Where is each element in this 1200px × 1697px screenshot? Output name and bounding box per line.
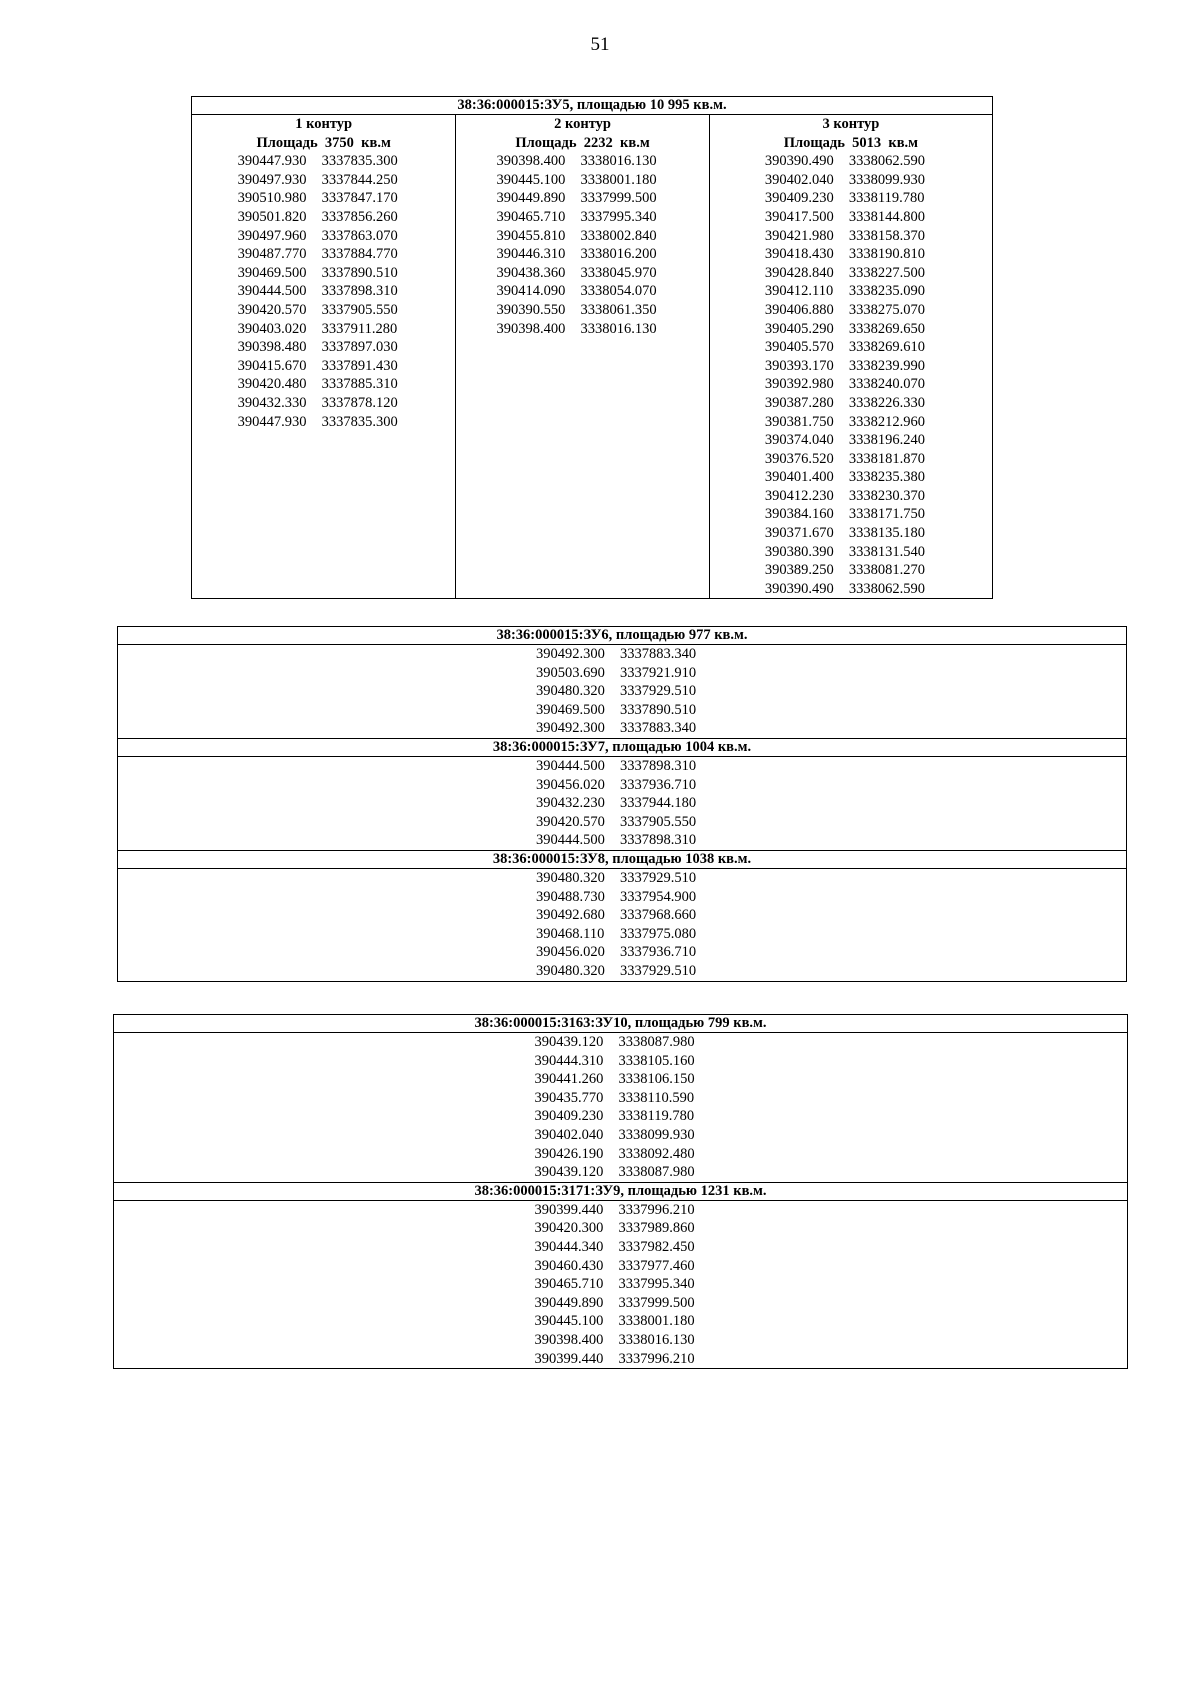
parcel-coordinates	[114, 1033, 1128, 1183]
coordinate-y: 3338087.980	[618, 1164, 695, 1181]
coordinate-row	[114, 1126, 1127, 1145]
coordinate-y: 3337996.210	[618, 1350, 695, 1367]
coordinate-x: 390503.690	[536, 664, 605, 681]
coordinate-row	[118, 719, 1126, 738]
coordinate-x: 390465.710	[496, 208, 566, 225]
coordinate-y: 3337911.280	[321, 320, 398, 337]
coordinate-x: 390390.550	[496, 301, 566, 318]
coordinate-x: 390418.430	[764, 246, 834, 263]
coordinate-row	[710, 264, 992, 283]
coordinate-row	[118, 888, 1126, 907]
coordinate-x: 390456.020	[536, 944, 605, 961]
coordinate-x: 390444.500	[536, 757, 605, 774]
coordinate-row	[192, 413, 455, 432]
coordinate-y: 3338105.160	[618, 1052, 695, 1069]
table-zu5	[191, 96, 993, 599]
coordinate-x: 390409.230	[534, 1108, 604, 1125]
coordinate-y: 3337999.500	[580, 190, 657, 207]
coordinate-row	[456, 245, 708, 264]
coordinate-x: 390468.110	[536, 925, 605, 942]
coordinate-x: 390399.440	[534, 1350, 604, 1367]
coordinate-row	[118, 645, 1126, 664]
coordinate-y: 3338227.500	[848, 264, 925, 281]
coordinate-row	[710, 468, 992, 487]
coordinate-y: 3337847.170	[321, 190, 398, 207]
coordinate-y: 3338016.130	[580, 153, 657, 170]
coordinate-row	[118, 943, 1126, 962]
coordinate-row	[118, 869, 1126, 888]
coordinate-row	[710, 282, 992, 301]
coordinate-y: 3338171.750	[848, 506, 925, 523]
coordinate-row	[192, 338, 455, 357]
coordinate-x: 390456.020	[536, 776, 605, 793]
coordinate-row	[114, 1257, 1127, 1276]
coordinate-x: 390444.500	[237, 283, 307, 300]
coordinate-x: 390421.980	[764, 227, 834, 244]
coordinate-y: 3337995.340	[580, 208, 657, 225]
coordinate-y: 3337884.770	[321, 246, 398, 263]
coordinate-x: 390401.400	[764, 469, 834, 486]
coordinate-row	[710, 357, 992, 376]
coordinate-row	[710, 394, 992, 413]
coordinate-x: 390487.770	[237, 246, 307, 263]
coordinate-x: 390415.670	[237, 357, 307, 374]
parcel-title: 38:36:000015:ЗУ8, площадью 1038 кв.м.	[118, 850, 1127, 868]
coordinate-x: 390444.340	[534, 1238, 604, 1255]
coordinate-x: 390412.110	[764, 283, 834, 300]
coordinate-row	[710, 580, 992, 599]
coordinate-row	[710, 189, 992, 208]
coordinate-x: 390398.400	[496, 153, 566, 170]
coordinate-y: 3338196.240	[848, 432, 925, 449]
coordinate-row	[118, 813, 1126, 832]
coordinate-x: 390390.490	[764, 580, 834, 597]
coordinate-x: 390398.480	[237, 339, 307, 356]
table-zu6-zu8	[117, 626, 1127, 982]
coordinate-row	[118, 962, 1126, 981]
coordinate-x: 390469.500	[536, 701, 605, 718]
coordinate-row	[710, 524, 992, 543]
coordinate-y: 3337929.510	[620, 683, 697, 700]
coordinate-y: 3337921.910	[620, 664, 697, 681]
coordinate-y: 3338230.370	[848, 487, 925, 504]
coordinate-y: 3337891.430	[321, 357, 398, 374]
coordinate-y: 3338001.180	[618, 1313, 695, 1330]
coordinate-row	[710, 152, 992, 171]
coordinate-row	[710, 450, 992, 469]
coordinate-row	[456, 152, 708, 171]
coordinate-y: 3338269.650	[848, 320, 925, 337]
coordinate-x: 390420.480	[237, 376, 307, 393]
coordinate-x: 390406.880	[764, 301, 834, 318]
coordinate-row	[710, 375, 992, 394]
coordinate-row	[456, 301, 708, 320]
coordinate-y: 3337977.460	[618, 1257, 695, 1274]
coordinate-y: 3337883.340	[620, 720, 697, 737]
coordinate-y: 3337890.510	[321, 264, 398, 281]
coordinate-row	[710, 245, 992, 264]
coordinate-x: 390449.890	[534, 1294, 604, 1311]
coordinate-y: 3337898.310	[620, 832, 697, 849]
coordinate-y: 3338181.870	[848, 450, 925, 467]
coordinate-y: 3338275.070	[848, 301, 925, 318]
coordinate-y: 3338235.380	[848, 469, 925, 486]
coordinate-row	[114, 1052, 1127, 1071]
coordinate-x: 390497.930	[237, 171, 307, 188]
coordinate-x: 390444.310	[534, 1052, 604, 1069]
coordinate-x: 390389.250	[764, 562, 834, 579]
coordinate-x: 390438.360	[496, 264, 566, 281]
coordinate-y: 3338054.070	[580, 283, 657, 300]
coordinate-x: 390446.310	[496, 246, 566, 263]
coordinate-y: 3337995.340	[618, 1276, 695, 1293]
coordinate-x: 390439.120	[534, 1164, 604, 1181]
coordinate-row	[710, 413, 992, 432]
coordinate-y: 3338190.810	[848, 246, 925, 263]
coordinate-row	[114, 1201, 1127, 1220]
coordinate-x: 390439.120	[534, 1034, 604, 1050]
coordinate-x: 390480.320	[536, 962, 605, 979]
coordinate-row	[192, 208, 455, 227]
coordinate-y: 3338099.930	[848, 171, 925, 188]
coordinate-row	[118, 776, 1126, 795]
coordinate-y: 3338016.130	[580, 320, 657, 337]
coordinate-x: 390409.230	[764, 190, 834, 207]
coordinate-y: 3338099.930	[618, 1126, 695, 1143]
coordinate-y: 3338081.270	[848, 562, 925, 579]
coordinate-y: 3338045.970	[580, 264, 657, 281]
coordinate-row	[456, 227, 708, 246]
coordinate-x: 390497.960	[237, 227, 307, 244]
coordinate-row	[114, 1219, 1127, 1238]
coordinate-y: 3338016.200	[580, 246, 657, 263]
coordinate-row	[118, 701, 1126, 720]
coordinate-row	[710, 171, 992, 190]
coordinate-y: 3337954.900	[620, 888, 697, 905]
coordinate-row	[118, 682, 1126, 701]
table-zu10-zu9	[113, 1014, 1128, 1369]
coordinate-row	[114, 1350, 1127, 1369]
coordinate-y: 3338131.540	[848, 543, 925, 560]
coordinate-row	[456, 320, 708, 339]
coordinate-row	[710, 431, 992, 450]
coordinate-row	[114, 1294, 1127, 1313]
coordinate-y: 3338087.980	[618, 1034, 695, 1050]
parcel-title: 38:36:000015:ЗУ6, площадью 977 кв.м.	[118, 627, 1127, 645]
coordinate-row	[118, 757, 1126, 776]
coordinate-x: 390405.570	[764, 339, 834, 356]
coordinate-x: 390392.980	[764, 376, 834, 393]
coordinate-row	[114, 1312, 1127, 1331]
coordinate-x: 390447.930	[237, 153, 307, 170]
coordinate-row	[114, 1238, 1127, 1257]
coordinate-y: 3338226.330	[848, 394, 925, 411]
coordinate-row	[192, 152, 455, 171]
coordinate-x: 390488.730	[536, 888, 605, 905]
coordinate-y: 3338001.180	[580, 171, 657, 188]
coordinate-x: 390432.230	[536, 795, 605, 812]
coordinate-y: 3338240.070	[848, 376, 925, 393]
coordinate-y: 3337982.450	[618, 1238, 695, 1255]
coordinate-y: 3337835.300	[321, 413, 398, 430]
parcel-coordinates	[118, 645, 1127, 739]
coordinate-row	[114, 1275, 1127, 1294]
coordinate-x: 390403.020	[237, 320, 307, 337]
coordinate-row	[710, 505, 992, 524]
contour-area-label: Площадь 2232 кв.м	[515, 134, 650, 151]
coordinate-row	[192, 282, 455, 301]
coordinate-x: 390510.980	[237, 190, 307, 207]
coordinate-y: 3338062.590	[848, 580, 925, 597]
contour-label: 2 контур	[554, 116, 611, 132]
table-zu5-title: 38:36:000015:ЗУ5, площадью 10 995 кв.м.	[192, 97, 993, 115]
contour-3-cell	[709, 115, 992, 599]
coordinate-x: 390402.040	[764, 171, 834, 188]
coordinate-y: 3337996.210	[618, 1201, 695, 1218]
coordinate-x: 390480.320	[536, 869, 605, 886]
coordinate-row	[710, 487, 992, 506]
coordinate-x: 390449.890	[496, 190, 566, 207]
coordinate-x: 390398.400	[496, 320, 566, 337]
coordinate-y: 3337897.030	[321, 339, 398, 356]
coordinate-y: 3337999.500	[618, 1294, 695, 1311]
coordinate-row	[118, 664, 1126, 683]
coordinate-y: 3338092.480	[618, 1145, 695, 1162]
coordinate-x: 390469.500	[237, 264, 307, 281]
coordinate-x: 390501.820	[237, 208, 307, 225]
coordinate-row	[710, 227, 992, 246]
coordinate-row	[118, 794, 1126, 813]
table-zu5-contours-row	[192, 115, 993, 599]
coordinate-y: 3338002.840	[580, 227, 657, 244]
coordinate-row	[456, 282, 708, 301]
coordinate-row	[710, 320, 992, 339]
coordinate-y: 3338144.800	[848, 208, 925, 225]
coordinate-y: 3338119.780	[618, 1108, 695, 1125]
coordinate-row	[192, 264, 455, 283]
coordinate-x: 390376.520	[764, 450, 834, 467]
coordinate-y: 3338269.610	[848, 339, 925, 356]
coordinate-y: 3338119.780	[848, 190, 925, 207]
coordinate-y: 3337878.120	[321, 394, 398, 411]
coordinate-y: 3337883.340	[620, 646, 697, 662]
coordinate-y: 3338106.150	[618, 1071, 695, 1088]
coordinate-row	[114, 1070, 1127, 1089]
coordinate-x: 390390.490	[764, 153, 834, 170]
contour-1-cell	[192, 115, 456, 599]
coordinate-row	[192, 171, 455, 190]
coordinate-row	[114, 1107, 1127, 1126]
coordinate-row	[456, 189, 708, 208]
coordinate-row	[192, 301, 455, 320]
coordinate-x: 390435.770	[534, 1089, 604, 1106]
coordinate-row	[118, 831, 1126, 850]
coordinate-y: 3337890.510	[620, 701, 697, 718]
coordinate-y: 3337989.860	[618, 1220, 695, 1237]
coordinate-x: 390371.670	[764, 525, 834, 542]
coordinate-y: 3338212.960	[848, 413, 925, 430]
coordinate-row	[456, 264, 708, 283]
coordinate-x: 390398.400	[534, 1331, 604, 1348]
coordinate-x: 390445.100	[534, 1313, 604, 1330]
coordinate-y: 3337929.510	[620, 962, 697, 979]
coordinate-x: 390492.300	[536, 646, 605, 662]
coordinate-row	[192, 394, 455, 413]
coordinate-x: 390426.190	[534, 1145, 604, 1162]
coordinate-row	[114, 1145, 1127, 1164]
coordinate-y: 3337856.260	[321, 208, 398, 225]
coordinate-row	[118, 906, 1126, 925]
coordinate-x: 390444.500	[536, 832, 605, 849]
coordinate-row	[456, 208, 708, 227]
coordinate-row	[192, 375, 455, 394]
coordinate-x: 390399.440	[534, 1201, 604, 1218]
coordinate-x: 390420.300	[534, 1220, 604, 1237]
coordinate-y: 3337898.310	[620, 757, 697, 774]
coordinate-y: 3337929.510	[620, 869, 697, 886]
coordinate-x: 390414.090	[496, 283, 566, 300]
coordinate-row	[710, 543, 992, 562]
coordinate-y: 3337975.080	[620, 925, 697, 942]
coordinate-x: 390405.290	[764, 320, 834, 337]
coordinate-x: 390420.570	[536, 813, 605, 830]
page-number: 51	[590, 34, 610, 55]
coordinate-x: 390412.230	[764, 487, 834, 504]
contour-label: 3 контур	[822, 116, 880, 132]
coordinate-y: 3338158.370	[848, 227, 925, 244]
coordinate-x: 390465.710	[534, 1276, 604, 1293]
coordinate-x: 390393.170	[764, 357, 834, 374]
coordinate-y: 3337936.710	[620, 944, 697, 961]
coordinate-row	[192, 320, 455, 339]
coordinate-x: 390428.840	[764, 264, 834, 281]
coordinate-y: 3337936.710	[620, 776, 697, 793]
coordinate-row	[192, 357, 455, 376]
coordinate-row	[710, 208, 992, 227]
coordinate-row	[114, 1163, 1127, 1182]
coordinate-x: 390432.330	[237, 394, 307, 411]
coordinate-x: 390402.040	[534, 1126, 604, 1143]
coordinate-row	[192, 189, 455, 208]
coordinate-row	[710, 301, 992, 320]
coordinate-x: 390417.500	[764, 208, 834, 225]
contour-area-label: Площадь 3750 кв.м	[256, 134, 391, 151]
coordinate-y: 3338110.590	[618, 1089, 695, 1106]
coordinate-x: 390492.300	[536, 720, 605, 737]
coordinate-x: 390447.930	[237, 413, 307, 430]
coordinate-y: 3338239.990	[848, 357, 925, 374]
coordinate-x: 390420.570	[237, 301, 307, 318]
coordinate-y: 3337835.300	[321, 153, 398, 170]
contour-label: 1 контур	[295, 116, 353, 132]
coordinate-row	[114, 1033, 1127, 1052]
coordinate-x: 390445.100	[496, 171, 566, 188]
coordinate-row	[710, 561, 992, 580]
coordinate-row	[118, 925, 1126, 944]
coordinate-x: 390492.680	[536, 907, 605, 924]
coordinate-x: 390380.390	[764, 543, 834, 560]
contour-2-cell	[456, 115, 709, 599]
coordinate-x: 390374.040	[764, 432, 834, 449]
coordinate-x: 390387.280	[764, 394, 834, 411]
coordinate-x: 390455.810	[496, 227, 566, 244]
parcel-coordinates	[118, 756, 1127, 850]
parcel-coordinates	[118, 868, 1127, 981]
coordinate-y: 3337905.550	[620, 813, 697, 830]
coordinate-x: 390480.320	[536, 683, 605, 700]
coordinate-y: 3337898.310	[321, 283, 398, 300]
coordinate-x: 390384.160	[764, 506, 834, 523]
coordinate-x: 390441.260	[534, 1071, 604, 1088]
coordinate-y: 3338062.590	[848, 153, 925, 170]
coordinate-row	[192, 227, 455, 246]
coordinate-y: 3337844.250	[321, 171, 398, 188]
parcel-coordinates	[114, 1200, 1128, 1368]
contour-area-label: Площадь 5013 кв.м	[783, 134, 919, 151]
parcel-title: 38:36:000015:3163:ЗУ10, площадью 799 кв.м.	[114, 1015, 1128, 1033]
coordinate-y: 3338016.130	[618, 1331, 695, 1348]
coordinate-row	[456, 171, 708, 190]
coordinate-y: 3337885.310	[321, 376, 398, 393]
coordinate-x: 390381.750	[764, 413, 834, 430]
coordinate-y: 3337944.180	[620, 795, 697, 812]
coordinate-row	[114, 1331, 1127, 1350]
coordinate-row	[114, 1089, 1127, 1108]
coordinate-y: 3338235.090	[848, 283, 925, 300]
coordinate-y: 3337863.070	[321, 227, 398, 244]
coordinate-x: 390460.430	[534, 1257, 604, 1274]
parcel-title: 38:36:000015:3171:ЗУ9, площадью 1231 кв.м.	[114, 1182, 1128, 1200]
parcel-title: 38:36:000015:ЗУ7, площадью 1004 кв.м.	[118, 738, 1127, 756]
coordinate-y: 3338061.350	[580, 301, 657, 318]
coordinate-y: 3337905.550	[321, 301, 398, 318]
coordinate-y: 3337968.660	[620, 907, 697, 924]
coordinate-row	[710, 338, 992, 357]
coordinate-y: 3338135.180	[848, 525, 925, 542]
coordinate-row	[192, 245, 455, 264]
